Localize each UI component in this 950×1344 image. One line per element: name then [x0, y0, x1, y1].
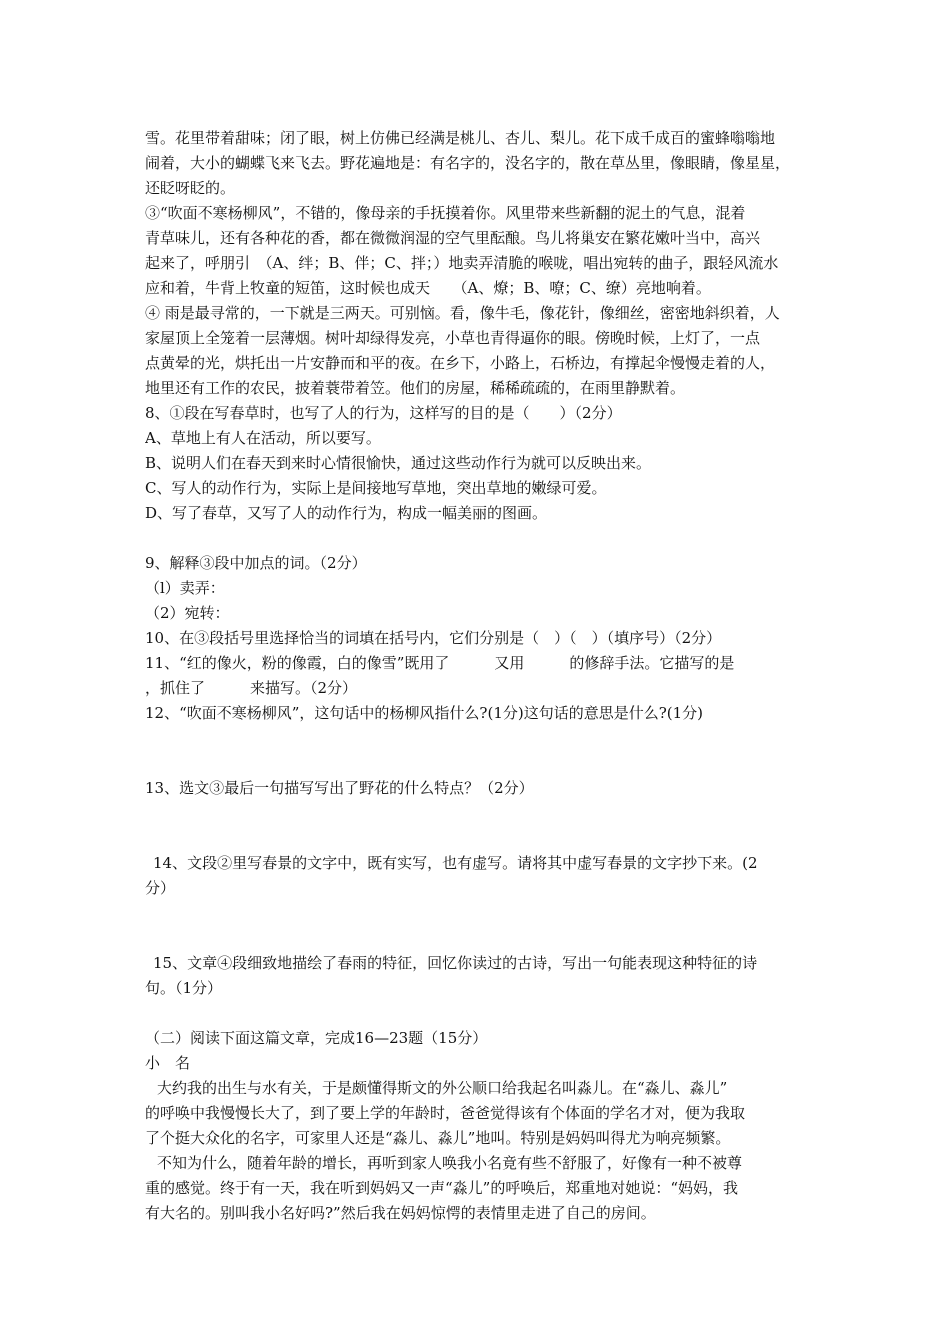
document-page	[145, 126, 825, 1226]
answer-space	[145, 901, 825, 951]
paragraph-3-start: ③“吹面不寒杨柳风”，不错的，像母亲的手抚摸着你。风里带来些新翻的泥土的气息，混着	[145, 204, 746, 222]
option-d: D、写了春草，又写了人的动作行为，构成一幅美丽的图画。	[145, 504, 548, 522]
option-b: B、说明人们在春天到来时心情很愉快，通过这些动作行为就可以反映出来。	[145, 454, 652, 472]
paragraph-4-start: ④ 雨是最寻常的，一下就是三两天。可别恼。看，像牛毛，像花针，像细丝，密密地斜织着，人	[145, 304, 780, 322]
text-line: 点黄晕的光，烘托出一片安静而和平的夜。在乡下，小路上，石桥边，有撑起伞慢慢走着的人，	[145, 354, 776, 372]
text-line: 还眨呀眨的。	[145, 179, 236, 197]
answer-space	[145, 726, 825, 776]
question-14: 14、文段②里写春景的文字中，既有实写，也有虚写。请将其中虚写春景的文字抄下来。(2	[153, 854, 758, 872]
text-line: 闹着，大小的蝴蝶飞来飞去。野花遍地是：有名字的，没名字的，散在草丛里，像眼睛，像星星，	[145, 154, 791, 172]
article-paragraph-2: 不知为什么，随着年龄的增长，再听到家人唤我小名竟有些不舒服了，好像有一种不被尊	[157, 1154, 743, 1172]
question-11: 11、“红的像火，粉的像霞，白的像雪”既用了 又用 的修辞手法。它描写的是	[145, 654, 735, 672]
text-line: 有大名的。别叫我小名好吗?”然后我在妈妈惊愕的表情里走进了自己的房间。	[145, 1204, 656, 1222]
spacer	[145, 526, 825, 551]
question-15: 15、文章④段细致地描绘了春雨的特征，回忆你读过的古诗，写出一句能表现这种特征的诗	[153, 954, 758, 972]
text-line: 的呼唤中我慢慢长大了，到了要上学的年龄时，爸爸觉得该有个体面的学名才对，便为我取	[145, 1104, 746, 1122]
question-9-item-2: （2）宛转：	[145, 604, 230, 622]
question-10: 10、在③段括号里选择恰当的词填在括号内，它们分别是（ ）（ ）（填序号）（2分）	[145, 629, 722, 647]
spacer	[145, 1001, 825, 1026]
question-9: 9、解释③段中加点的词。（2分）	[145, 554, 367, 572]
text-line: 家屋顶上全笼着一层薄烟。树叶却绿得发亮，小草也青得逼你的眼。傍晚时候，上灯了，一点	[145, 329, 761, 347]
text-line: 重的感觉。终于有一天，我在听到妈妈又一声“淼儿”的呼唤后，郑重地对她说：“妈妈，我	[145, 1179, 739, 1197]
question-13: 13、选文③最后一句描写写出了野花的什么特点？（2分）	[145, 779, 534, 797]
text-line: 起来了，呼朋引 （A、绊；B、伴；C、拌；）地卖弄清脆的喉咙，唱出宛转的曲子，跟轻风流水	[145, 254, 779, 272]
text-line: 应和着，牛背上牧童的短笛，这时候也成天 （A、燎；B、嘹；C、缭）亮地响着。	[145, 279, 711, 297]
question-11-cont: ，抓住了 来描写。（2分）	[145, 679, 358, 697]
option-c: C、写人的动作行为，实际上是间接地写草地，突出草地的嫩绿可爱。	[145, 479, 607, 497]
text-line: 青草味儿，还有各种花的香，都在微微润湿的空气里酝酿。鸟儿将巢安在繁花嫩叶当中，高兴	[145, 229, 761, 247]
option-a: A、草地上有人在活动，所以要写。	[145, 429, 381, 447]
question-8: 8、①段在写春草时，也写了人的行为，这样写的目的是（ ）（2分）	[145, 404, 622, 422]
question-14-cont: 分）	[145, 879, 176, 897]
question-12: 12、“吹面不寒杨柳风”，这句话中的杨柳风指什么?(1分)这句话的意思是什么?(1分)	[145, 704, 704, 722]
answer-space	[145, 801, 825, 851]
section-heading: （二）阅读下面这篇文章，完成16—23题（15分）	[145, 1029, 488, 1047]
article-title: 小 名	[145, 1054, 191, 1072]
text-line: 地里还有工作的农民，披着蓑带着笠。他们的房屋，稀稀疏疏的，在雨里静默着。	[145, 379, 686, 397]
question-9-item-1: （l）卖弄：	[145, 579, 225, 597]
text-line: 雪。花里带着甜味；闭了眼，树上仿佛已经满是桃儿、杏儿、梨儿。花下成千成百的蜜蜂嗡嗡地	[145, 129, 776, 147]
question-15-cont: 句。（1分）	[145, 979, 223, 997]
article-paragraph-1: 大约我的出生与水有关，于是颇懂得斯文的外公顺口给我起名叫淼儿。在“淼儿、淼儿”	[157, 1079, 728, 1097]
text-line: 了个挺大众化的名字，可家里人还是“淼儿、淼儿”地叫。特别是妈妈叫得尤为响亮频繁。	[145, 1129, 731, 1147]
